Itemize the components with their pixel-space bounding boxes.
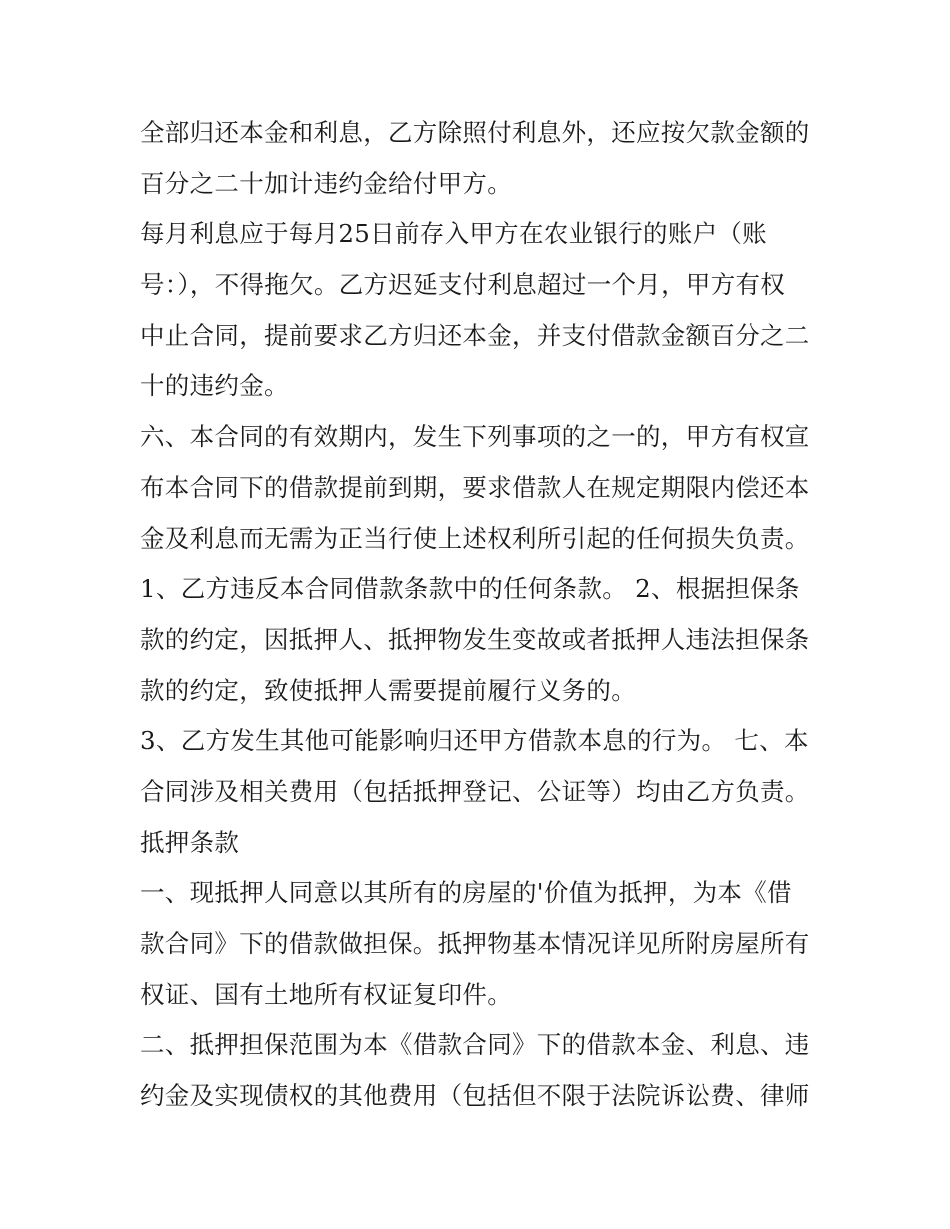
text-line: 款的约定，致使抵押人需要提前履行义务的。 [140,675,636,705]
text-line: 布本合同下的借款提前到期，要求借款人在规定期限内偿还本 [140,472,810,502]
text-line: 金及利息而无需为正当行使上述权利所引起的任何损失负责。 [140,523,810,553]
text-line: 约金及实现债权的其他费用（包括但不限于法院诉讼费、律师 [140,1081,810,1111]
text-line: 每月利息应于每月25日前存入甲方在农业银行的账户（账 [140,219,767,249]
text-line: 1、乙方违反本合同借款条款中的任何条款。 2、根据担保条 [140,574,800,604]
text-line: 百分之二十加计违约金给付甲方。 [140,168,512,198]
text-line: 全部归还本金和利息，乙方除照付利息外，还应按欠款金额的 [140,118,810,147]
text-line: 权证、国有土地所有权证复印件。 [140,979,512,1009]
text-line: 合同涉及相关费用（包括抵押登记、公证等）均由乙方负责。 [140,776,810,806]
section-heading: 抵押条款 [140,827,240,857]
text-line: 号：），不得拖欠。乙方迟延支付利息超过一个月，甲方有权 [140,270,786,300]
text-line: 六、本合同的有效期内，发生下列事项的之一的，甲方有权宣 [140,422,810,452]
text-line: 3、乙方发生其他可能影响归还甲方借款本息的行为。 七、本 [140,726,809,756]
document-body [140,108,820,1122]
text-line: 二、抵押担保范围为本《借款合同》下的借款本金、利息、违 [140,1030,810,1060]
text-line: 一、现抵押人同意以其所有的房屋的'价值为抵押，为本《借 [140,878,792,908]
text-line: 款的约定，因抵押人、抵押物发生变故或者抵押人违法担保条 [140,624,810,654]
text-line: 十的违约金。 [140,371,289,401]
text-line: 中止合同，提前要求乙方归还本金，并支付借款金额百分之二 [140,320,810,350]
text-line: 款合同》下的借款做担保。抵押物基本情况详见所附房屋所有 [140,929,810,958]
